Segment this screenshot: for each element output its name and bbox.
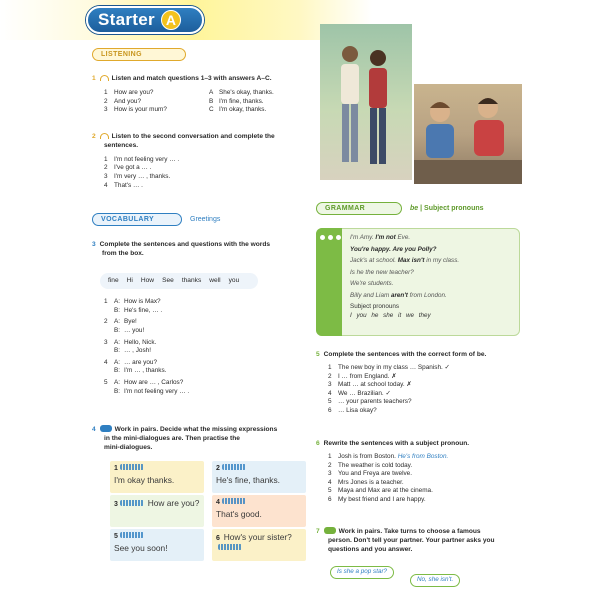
word: thanks xyxy=(181,276,202,284)
list-item: 5 Maya and Max are at the cinema. xyxy=(328,487,433,495)
speech-bubble-answer: No, she isn't. xyxy=(410,574,460,587)
scribble-icon xyxy=(120,500,144,506)
listening-section-tag: LISTENING xyxy=(92,48,186,61)
audio-icon xyxy=(100,75,109,81)
dialogue-list xyxy=(104,298,304,399)
exercise-7: 7 Work in pairs. Take turns to choose a famous person. Don't tell your partner. Your partner asks you questions and you answer. xyxy=(316,528,495,553)
exercise-2: 2 Listen to the second conversation and complete the sentences. 1 I'm not feeling very … . 2 I've got a … . 3 I'm very … , thanks. 4 That's … . xyxy=(92,132,307,190)
word: well xyxy=(209,276,221,284)
match-row: 2 And you? B I'm fine, thanks. xyxy=(104,97,264,105)
dialogue-item: 1 A: How is Max? B: He's fine, … . xyxy=(104,298,163,314)
scribble-icon xyxy=(120,464,144,470)
mini-dialogue-card: 6 How's your sister? xyxy=(212,529,306,561)
unit-title: Starter xyxy=(98,9,155,29)
list-item: 2 I've got a … . xyxy=(104,164,152,172)
mini-dialogue-card: 4 That's good. xyxy=(212,495,306,527)
mini-dialogue-card: 5 See you soon! xyxy=(110,529,204,561)
photo-students-walking xyxy=(320,24,412,180)
dialogue-item: 2 A: Bye! B: … you! xyxy=(104,318,145,334)
match-row: 1 How are you? A She's okay, thanks. xyxy=(104,88,274,96)
unit-letter: A xyxy=(161,10,181,30)
pair-work-icon xyxy=(324,527,336,534)
mini-dialogue-card: 1 I'm okay thanks. xyxy=(110,461,204,493)
exercise-5: 5 Complete the sentences with the correct form of be. 1 The new boy in my class … Spanish. ✓ 2 I … from England. ✗ 3 Matt … at school today. ✗ 4 We … Brazilian. ✓ 5 … your parents teachers? 6 … Lisa okay? xyxy=(316,351,536,416)
mini-dialogue-card: 2 He's fine, thanks. xyxy=(212,461,306,493)
list-item: 5 … your parents teachers? xyxy=(328,398,412,406)
dialogue-item: 4 A: … are you? B: I'm … , thanks. xyxy=(104,358,167,375)
audio-icon xyxy=(100,133,109,139)
scribble-icon xyxy=(120,532,144,538)
list-item: 6 My best friend and I are happy. xyxy=(328,496,426,504)
exercise-3: 3 Complete the sentences and questions with the words from the box. xyxy=(92,241,271,257)
list-item: 4 That's … . xyxy=(104,181,143,189)
list-item: 3 I'm very … , thanks. xyxy=(104,173,171,181)
grammar-box-text: I'm Amy. I'm not Eve. You're happy. Are you Polly? Jack's at school. Max isn't in my class. Is he the new teacher? We're students. Billy and Liam aren't from London. Subject pronouns I you he she it we they xyxy=(350,234,460,319)
list-item: 1 The new boy in my class … Spanish. ✓ xyxy=(328,363,450,371)
match-row: 3 How is your mum? C I'm okay, thanks. xyxy=(104,106,267,114)
list-item: 4 We … Brazilian. ✓ xyxy=(328,389,391,397)
list-item: 4 Mrs Jones is a teacher. xyxy=(328,478,404,486)
word: fine xyxy=(108,276,119,284)
list-item: 2 The weather is cold today. xyxy=(328,461,413,469)
list-item: 1 Josh is from Boston. He's from Boston. xyxy=(328,452,449,460)
scribble-icon xyxy=(222,464,246,470)
exercise-6: 6 Rewrite the sentences with a subject pronoun. 1 Josh is from Boston. He's from Boston. 2 The weather is cold today. 3 You and Freya are twelve. 4 Mrs Jones is a teacher. 5 Maya and Max are at the cinema. 6 My best friend and I are happy. xyxy=(316,440,536,505)
vocabulary-section-tag: VOCABULARY xyxy=(92,213,182,226)
list-item: 6 … Lisa okay? xyxy=(328,407,377,415)
dialogue-item: 5 A: How are … , Carlos? B: I'm not feeling very … . xyxy=(104,379,190,395)
grammar-box-stripe xyxy=(316,228,342,336)
exercise-1: 1 Listen and match questions 1–3 with answers A–C. 1 How are you? A She's okay, thanks. 2 And you? B I'm fine, thanks. 3 How is your mum? C I'm okay, thanks. xyxy=(92,74,307,115)
mini-dialogue-card: 3 How are you? xyxy=(110,495,204,527)
word: you xyxy=(228,276,240,284)
pair-work-icon xyxy=(100,425,112,432)
list-item: 2 I … from England. ✗ xyxy=(328,372,397,380)
scribble-icon xyxy=(218,544,242,550)
list-item: 1 I'm not feeling very … . xyxy=(104,155,180,163)
photo-boys-sitting xyxy=(412,82,522,184)
list-item: 3 Matt … at school today. ✗ xyxy=(328,381,412,389)
speech-bubble-question: Is she a pop star? xyxy=(330,566,394,579)
vocabulary-subtitle: Greetings xyxy=(190,216,221,223)
scribble-icon xyxy=(222,498,246,504)
grammar-section-tag: GRAMMAR xyxy=(316,202,402,215)
exercise-4: 4 Work in pairs. Decide what the missing expressions in the mini-dialogues are. Then practise the mini-dialogues. xyxy=(92,426,278,451)
grammar-dots-icon xyxy=(320,235,341,240)
word-box xyxy=(100,273,258,289)
grammar-subtitle: be | Subject pronouns xyxy=(410,205,484,212)
unit-title-badge xyxy=(86,6,204,34)
word: How xyxy=(140,276,155,284)
dialogue-item: 3 A: Hello, Nick. B: … , Josh! xyxy=(104,338,157,355)
word: See xyxy=(162,276,174,284)
list-item: 3 You and Freya are twelve. xyxy=(328,470,413,478)
word: Hi xyxy=(126,276,133,284)
